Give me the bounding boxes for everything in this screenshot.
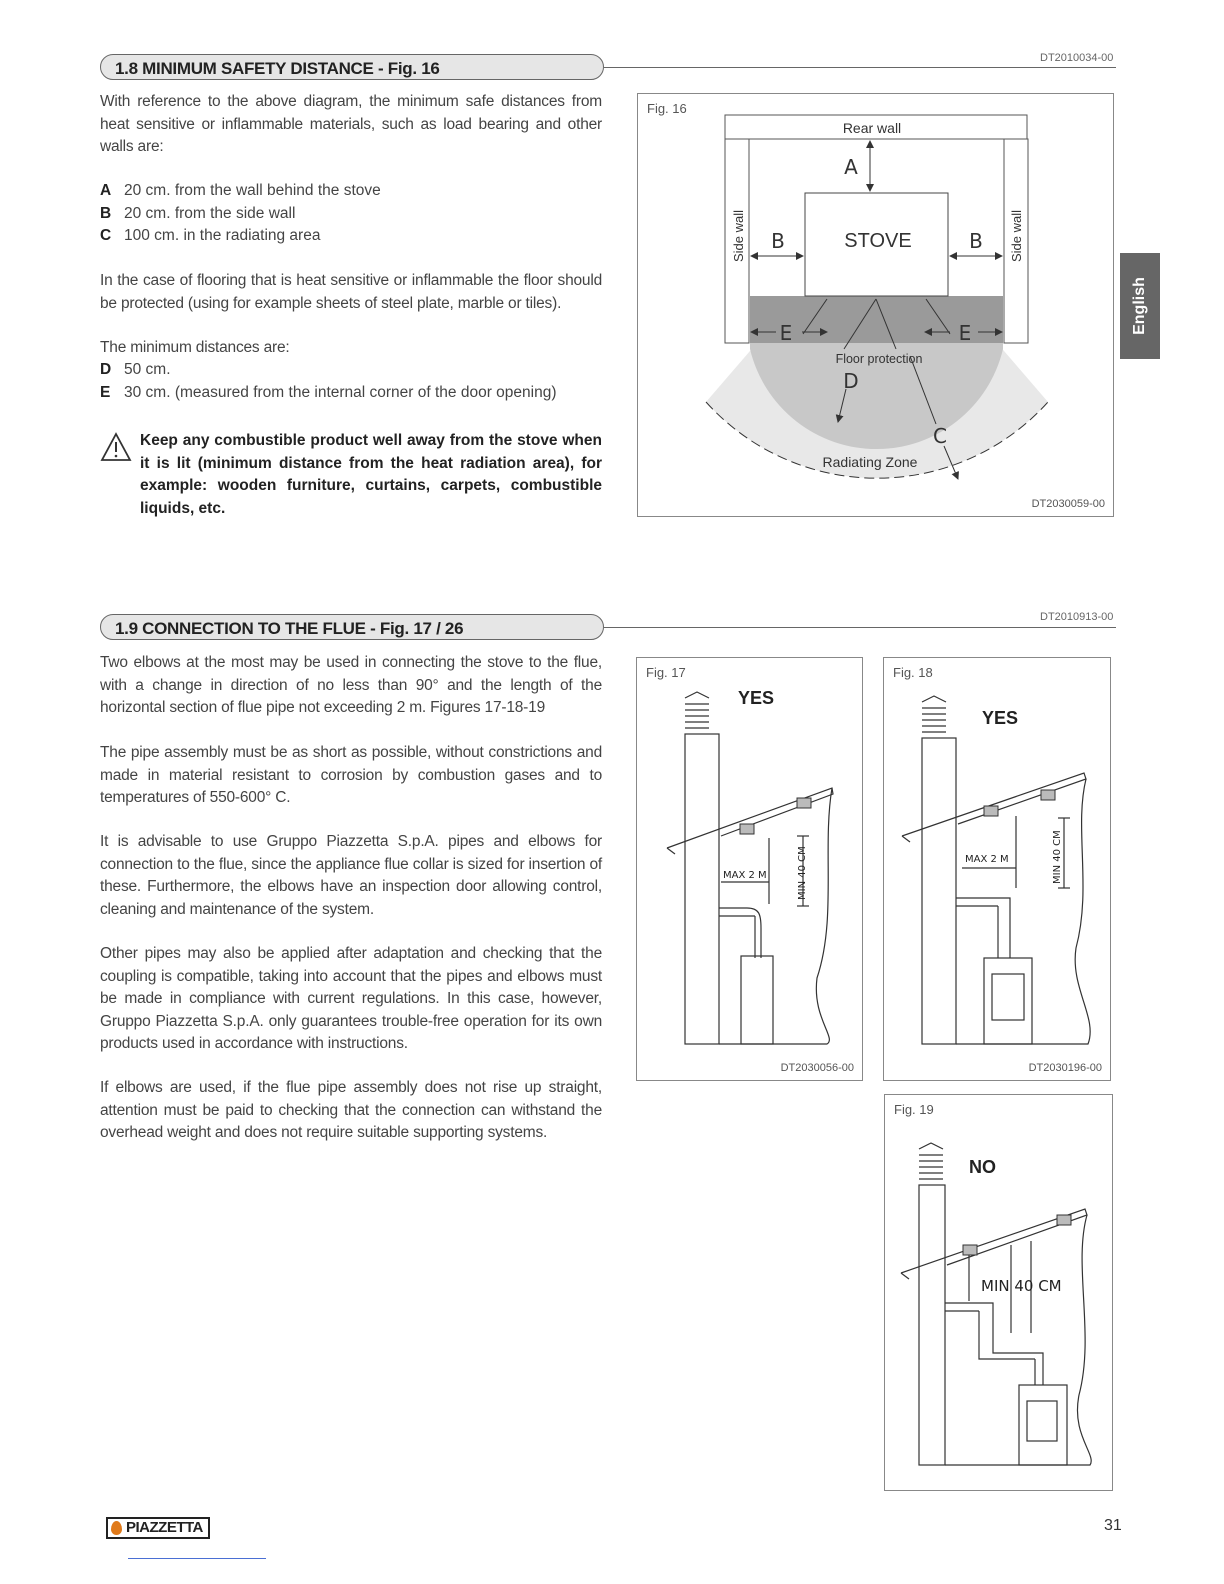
- flue-paragraph-4: Other pipes may also be applied after adaptation and checking that the coupling is compatible, taking into account that the pipes and elbows must be made in compliance with current regulations. In this case, however, Gruppo Piazzetta S.p.A. only guarantees trouble-free operation for its own products used in accordance with instructions.: [100, 945, 602, 1052]
- figure-17: [636, 657, 863, 1081]
- stove-label: STOVE: [844, 230, 912, 252]
- min-distances-label: The minimum distances are:: [100, 339, 290, 356]
- flue-paragraph-5: If elbows are used, if the flue pipe assembly does not rise up straight, attention must be paid to checking that the connection can withstand the overhead weight and does not require suitable supporting systems.: [100, 1079, 602, 1141]
- figure-label: Fig. 18: [893, 665, 933, 680]
- figure-label: Fig. 19: [894, 1102, 934, 1117]
- flooring-paragraph: In the case of flooring that is heat sensitive or inflammable the floor should be protected (using for example sheets of steel plate, marble or tiles).: [100, 272, 602, 312]
- brand-logo: PIAZZETTA: [106, 1517, 210, 1539]
- figure-18: [883, 657, 1111, 1081]
- section-heading-1-8: 1.8 MINIMUM SAFETY DISTANCE - Fig. 16: [100, 54, 604, 80]
- flue-paragraph-1: Two elbows at the most may be used in connecting the stove to the flue, with a change in direction of no less than 90° and the length of the horizontal section of flue pipe not exceeding 2 m. Figures 17-18-19: [100, 654, 602, 716]
- distance-e-right-label: E: [958, 321, 972, 345]
- max-distance-label: MAX 2 M: [965, 854, 1009, 865]
- warning-text: Keep any combustible product well away from the stove when it is lit (minimum distance from the heat radiation area), for example: wooden furniture, curtains, carpets, combustible liquids, etc.: [140, 432, 602, 517]
- list-item: D 50 cm.: [100, 361, 171, 378]
- min-distance-label: MIN 40 CM: [1052, 830, 1063, 884]
- min-distance-label: MIN 40 CM: [981, 1277, 1062, 1295]
- flue-paragraph-2: The pipe assembly must be as short as possible, without constrictions and made in material resistant to corrosion by combustion gases and to temperatures of 550-600° C.: [100, 744, 602, 806]
- language-tab-label: English: [1131, 277, 1148, 335]
- verdict-label: YES: [982, 708, 1019, 728]
- figure-label: Fig. 16: [647, 101, 687, 116]
- distance-list: [100, 180, 602, 248]
- figure-code: DT2030056-00: [780, 1062, 854, 1074]
- footer-rule: [128, 1558, 266, 1559]
- doc-code: DT2010034-00: [1040, 52, 1114, 64]
- radiating-zone-label: Radiating Zone: [822, 454, 918, 470]
- heading-rule: [604, 67, 1116, 68]
- rear-wall-label: Rear wall: [842, 120, 902, 136]
- list-item: C 100 cm. in the radiating area: [100, 227, 321, 244]
- figure-code: DT2030196-00: [1028, 1062, 1102, 1074]
- figure-16: [637, 93, 1114, 517]
- floor-protection-label: Floor protection: [835, 352, 923, 366]
- distance-d-label: D: [843, 369, 859, 393]
- fig16-diagram: [638, 94, 1115, 518]
- distance-b-right-label: B: [969, 229, 983, 253]
- doc-code: DT2010913-00: [1040, 611, 1114, 623]
- verdict-label: YES: [738, 688, 775, 708]
- fig17-diagram: [637, 658, 864, 1082]
- distance-a-label: A: [844, 155, 858, 179]
- figure-19: [884, 1094, 1113, 1491]
- floor-distance-list: [100, 359, 602, 404]
- warning-triangle-icon: [100, 432, 132, 462]
- distance-b-left-label: B: [771, 229, 785, 253]
- fig19-diagram: [885, 1095, 1114, 1492]
- flame-icon: [111, 1521, 122, 1535]
- list-item: A 20 cm. from the wall behind the stove: [100, 182, 381, 199]
- fig18-diagram: [884, 658, 1112, 1082]
- list-item: B 20 cm. from the side wall: [100, 204, 296, 222]
- side-wall-right-label: Side wall: [1009, 209, 1024, 262]
- distance-c-label: C: [933, 424, 947, 448]
- heading-rule: [604, 627, 1116, 628]
- max-distance-label: MAX 2 M: [723, 870, 767, 881]
- flue-paragraph-3: It is advisable to use Gruppo Piazzetta S.p.A. pipes and elbows for connection to the flue, since the appliance flue collar is sized for insertion of these. Furthermore, the elbows have an inspection door allowing control, cleaning and maintenance of the system.: [100, 833, 602, 918]
- list-item: E 30 cm. (measured from the internal corner of the door opening): [100, 383, 557, 401]
- figure-code: DT2030059-00: [1031, 498, 1105, 510]
- section-heading-1-9: 1.9 CONNECTION TO THE FLUE - Fig. 17 / 26: [100, 614, 604, 640]
- language-tab[interactable]: [1120, 253, 1160, 359]
- distance-e-left-label: E: [779, 321, 793, 345]
- verdict-label: NO: [969, 1157, 996, 1177]
- min-distance-label: MIN 40 CM: [797, 846, 808, 900]
- intro-paragraph: With reference to the above diagram, the minimum safe distances from heat sensitive or inflammable materials, such as load bearing and other walls are:: [100, 93, 602, 155]
- page-number: 31: [1104, 1517, 1122, 1534]
- figure-label: Fig. 17: [646, 665, 686, 680]
- side-wall-left-label: Side wall: [731, 209, 746, 262]
